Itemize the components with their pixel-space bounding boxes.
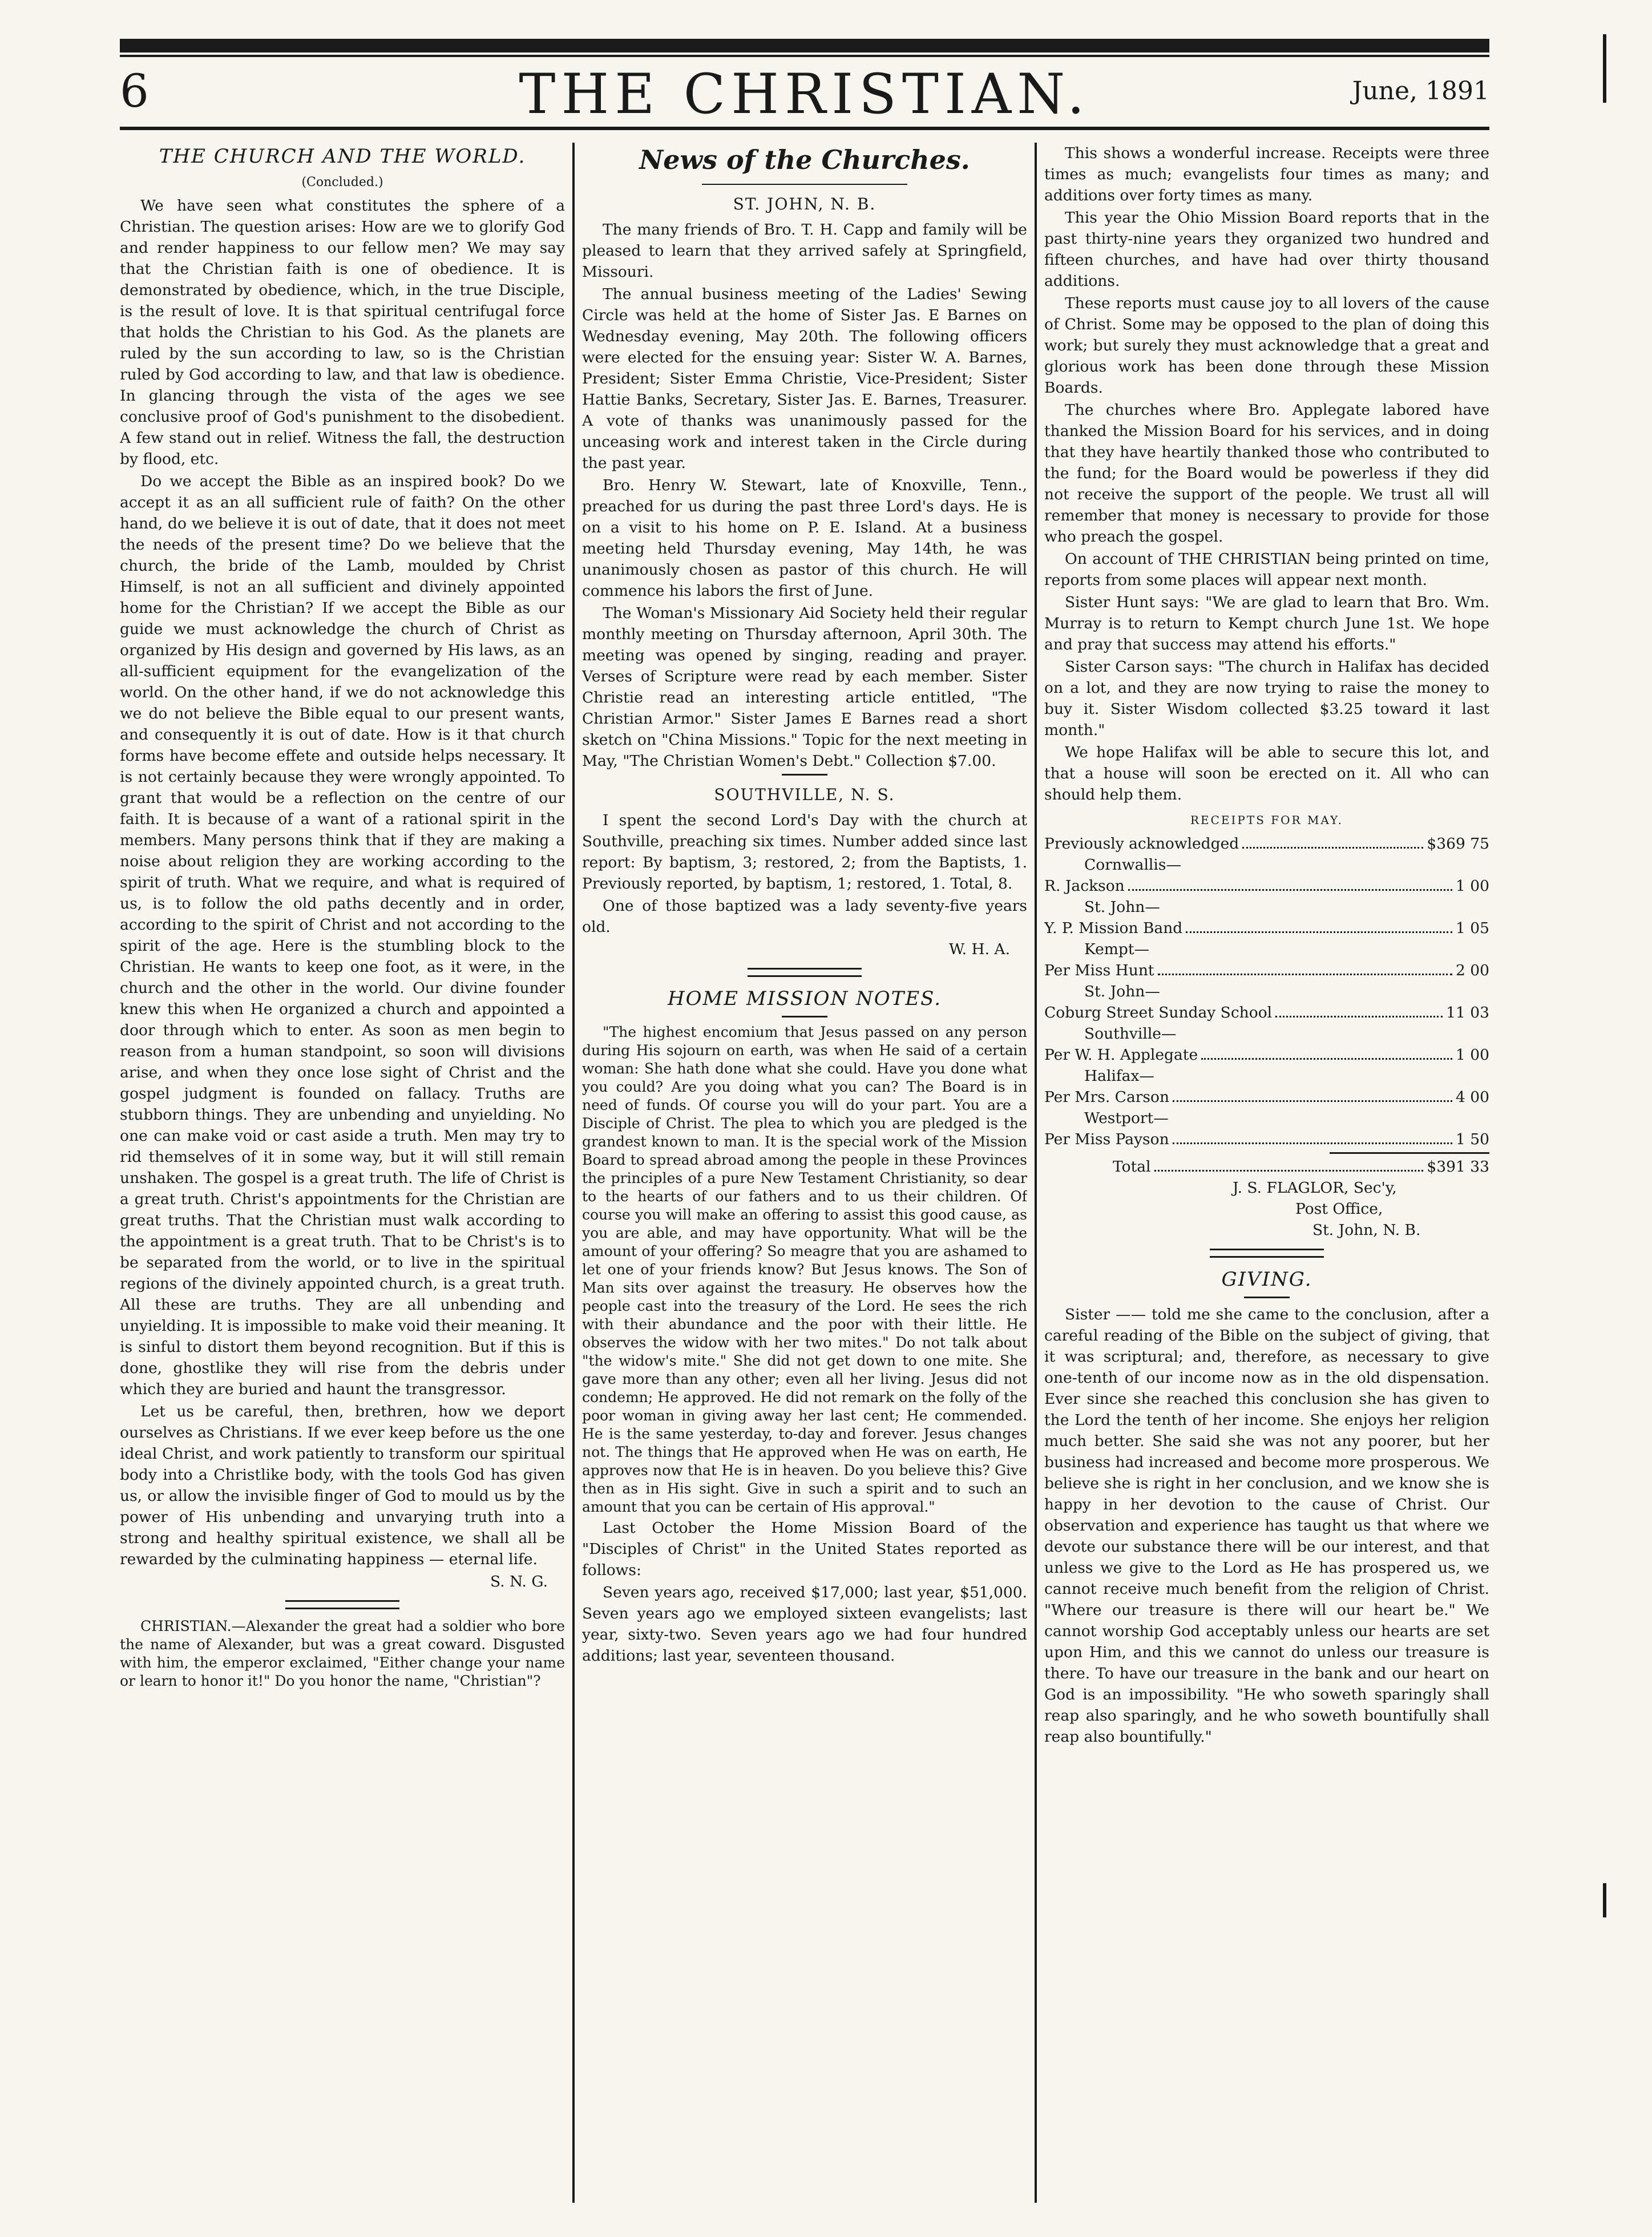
receipt-place: St. John— [1084, 983, 1160, 1000]
receipts-title: RECEIPTS FOR MAY. [1190, 813, 1344, 827]
mission-paragraph: We hope Halifax will be able to secure this lot, and that a house will soon be erected on it. All who can should help them. [1044, 744, 1489, 803]
news-paragraph: One of those baptized was a lady seventy-five years old. [582, 897, 1027, 936]
dateline-st-john: ST. JOHN, N. B. [733, 195, 877, 213]
section-rule [1210, 1249, 1324, 1258]
masthead-top-rule-thin [120, 55, 1489, 57]
section-heading-news-of-churches: News of the Churches. [639, 144, 970, 175]
news-signature: W. H. A. [949, 940, 1010, 958]
mission-paragraph: This shows a wonderful increase. Receipts were three times as much; evangelists four times as many; and additions over forty times as many. [1044, 144, 1489, 204]
article-heading-giving: GIVING. [1221, 1268, 1312, 1291]
mission-quote: "The highest encomium that Jesus passed on any person during His sojourn on earth, was when He said of a certain woman: She hath done what she could. Have you done what you could? Are you doing what you can? The Board is in need of funds. Of course you will do your part. You are a Disciple of Christ. The plea to which you are pledged is the grandest known to man. It is the special work of the Mission Board to spread abroad among the people in these Provinces the principles of a pure New Testament Christianity, so dear to the hearts of our fathers and to us their children. Of course you will make an offering to assist this good cause, as you are able, and may have opportunity. What will be the amount of your offering? So meagre that you are ashamed to let one of your friends know? But Jesus knows. The Son of Man sits over against the treasury. He observes how the people cast into the treasury of the Lord. He sees the rich with their abundance and the poor with their little. He observes the widow with her two mites." Do not talk about "the widow's mite." She did not get down to one mite. She gave more than any other; even all her living. Jesus did not condemn; He approved. He did not remark on the folly of the poor woman in giving away her last cent; He commended. He is the same yesterday, to-day and forever. Jesus changes not. The things that He approved when He was on earth, He approves now that He is in heaven. Do you believe this? Give then as in His sight. Give in such a spirit and to such an amount that you can be certain of His approval." [582, 1024, 1027, 1515]
total-rule [1330, 1152, 1489, 1154]
mission-paragraph: Sister Carson says: "The church in Halifax has decided on a lot, and they are now trying to raise the money to buy it. Sister Wisdom collected $3.25 toward it last month." [1044, 658, 1489, 739]
receipt-row: Per Mrs. Carson 4 00 [1044, 1088, 1489, 1106]
mission-paragraph: Last October the Home Mission Board of the "Disciples of Christ" in the United States reported as follows: [582, 1519, 1027, 1579]
mission-paragraph: These reports must cause joy to all lovers of the cause of Christ. Some may be opposed to the plan of doing this work; but surely they must acknowledge that a great and glorious work has been done through these Mission Boards. [1044, 294, 1489, 397]
dateline-southville: SOUTHVILLE, N. S. [714, 785, 895, 804]
column-1 [120, 143, 565, 2203]
section-rule [782, 774, 827, 776]
news-paragraph: The Woman's Missionary Aid Society held their regular monthly meeting on Thursday afternoon, April 30th. The meeting was opened by singing, reading and prayer. Verses of Scripture were read by each member. Sister Christie read an interesting article entitled, "The Christian Armor." Sister James E Barnes read a short sketch on "China Missions." Topic for the next meeting in May, "The Christian Women's Debt." Collection $7.00. [582, 604, 1027, 770]
column-2 [582, 143, 1027, 2203]
article-paragraph: We have seen what constitutes the sphere of a Christian. The question arises: How are we to glorify God and render happiness to our fellow men? We may say that the Christian faith is one of obedience. It is demonstrated by obedience, which, in the true Disciple, is the result of love. It is that spiritual centrifugal force that holds the Christian to his God. As the planets are ruled by the sun according to law, so is the Christian ruled by God according to law, and that law is obedience. In glancing through the vista of the ages we see conclusive proof of God's punishment to the disobedient. A few stand out in relief. Witness the fall, the destruction by flood, etc. [120, 197, 565, 468]
issue-date: June, 1891 [1352, 76, 1489, 106]
secretary-line: Post Office, [1295, 1200, 1383, 1218]
receipts-table [1044, 833, 1489, 1177]
receipt-place: Halifax— [1084, 1067, 1154, 1085]
receipt-row: Y. P. Mission Band 1 05 [1044, 919, 1489, 937]
receipt-place: Cornwallis— [1084, 856, 1181, 874]
section-rule [782, 1016, 827, 1017]
masthead [120, 63, 1489, 126]
margin-mark [1603, 34, 1606, 103]
christian-note: CHRISTIAN.—Alexander the great had a soldier who bore the name of Alexander, but was a great coward. Disgusted with him, the emperor exclaimed, "Either change your name or learn to honor it!" Do you honor the name, "Christian"? [120, 1618, 565, 1689]
receipt-row: R. Jackson 1 00 [1044, 877, 1489, 895]
mission-paragraph: This year the Ohio Mission Board reports that in the past thirty-nine years they organized two hundred and fifteen churches, and have had over thirty thousand additions. [1044, 209, 1489, 290]
column-divider [1035, 143, 1037, 2203]
news-paragraph: Bro. Henry W. Stewart, late of Knoxville, Tenn., preached for us during the past three Lord's days. He is on a visit to his home on P. E. Island. At a business meeting held Thursday evening, May 14th, he was unanimously chosen as pastor of this church. He will commence his labors the first of June. [582, 477, 1027, 600]
article-paragraph: Let us be careful, then, brethren, how we deport ourselves as Christians. If we ever keep before us the one ideal Christ, and work patiently to transform our spiritual body into a Christlike body, with the tools God has given us, or allow the invisible finger of God to mould us by the power of His unbending and unvarying truth into a strong and healthy spiritual existence, we shall all be rewarded by the culminating happiness — eternal life. [120, 1403, 565, 1568]
mission-paragraph: On account of THE CHRISTIAN being printed on time, reports from some places will appear next month. [1044, 550, 1489, 589]
receipt-row: Previously acknowledged $369 75 [1044, 835, 1489, 853]
giving-paragraph: Sister —— told me she came to the conclusion, after a careful reading of the Bible on the subject of giving, that it was scriptural; and, therefore, as necessary to give one-tenth of our income now as in the old dispensation. Ever since she reached this conclusion she has given to the Lord the tenth of her income. She enjoys her religion much better. She said she was not any poorer, but her business had increased and become more prosperous. We believe she is right in her conclusion, and we know she is happy in her devotion to the cause of Christ. Our observation and experience has taught us that where we devote our substance there will be our interest, and that unless we give to the Lord as He has prospered us, we cannot receive much benefit from the religion of Christ. "Where our treasure is there will our heart be." We cannot worship God acceptably unless our hearts are set upon Him, and this we cannot do unless our treasure is there. To have our treasure in the bank and our heart on God is an impossibility. "He who soweth sparingly shall reap also sparingly, and he who soweth bountifully shall reap also bountifully." [1044, 1306, 1489, 1746]
column-3 [1044, 143, 1489, 2203]
news-paragraph: I spent the second Lord's Day with the church at Southville, preaching six times. Number added since last report: By baptism, 3; restored, 2; from the Baptists, 1. Previously reported, by baptism, 1; restored, 1. Total, 8. [582, 811, 1027, 893]
news-paragraph: The many friends of Bro. T. H. Capp and family will be pleased to learn that they arrived safely at Springfield, Missouri. [582, 221, 1027, 281]
section-rule [748, 968, 862, 977]
column-divider [572, 143, 575, 2203]
receipt-row: Per Miss Hunt 2 00 [1044, 962, 1489, 979]
page-number: 6 [120, 64, 149, 118]
mission-paragraph: Sister Hunt says: "We are glad to learn that Bro. Wm. Murray is to return to Kempt church June 1st. We hope and pray that success may attend his efforts." [1044, 593, 1489, 653]
section-rule [285, 1600, 399, 1609]
section-rule [1244, 1297, 1290, 1298]
receipt-place: Southville— [1084, 1025, 1177, 1043]
secretary-line: J. S. FLAGLOR, Sec'y, [1233, 1179, 1397, 1197]
article-heading-church-and-world: THE CHURCH AND THE WORLD. [159, 145, 526, 168]
article-signature: S. N. G. [490, 1573, 548, 1590]
section-rule [702, 184, 907, 185]
receipt-row: Per W. H. Applegate 1 00 [1044, 1046, 1489, 1064]
newspaper-title: THE CHRISTIAN. [519, 62, 1090, 126]
receipt-place: St. John— [1084, 898, 1160, 916]
receipt-place: Westport— [1084, 1109, 1169, 1127]
secretary-line: St. John, N. B. [1312, 1221, 1421, 1239]
receipt-row: Coburg Street Sunday School 11 03 [1044, 1004, 1489, 1021]
margin-mark [1603, 1883, 1606, 1917]
article-heading-home-mission-notes: HOME MISSION NOTES. [667, 987, 942, 1010]
receipt-total: Total $391 33 [1113, 1158, 1489, 1176]
news-paragraph: The annual business meeting of the Ladies' Sewing Circle was held at the home of Sister Jas. E Barnes on Wednesday evening, May 20th. The following officers were elected for the ensuing year: Sister W. A. Barnes, President; Sister Emma Christie, Vice-President; Sister Hattie Banks, Secretary, Sister Jas. E. Barnes, Treasurer. A vote of thanks was unanimously passed for the unceasing work and interest taken in the Circle during the past year. [582, 285, 1027, 472]
masthead-top-rule [120, 39, 1489, 53]
receipt-place: Kempt— [1084, 940, 1150, 958]
masthead-bottom-rule [120, 127, 1489, 130]
receipt-row: Per Miss Payson 1 50 [1044, 1130, 1489, 1148]
mission-paragraph: The churches where Bro. Applegate labored have thanked the Mission Board for his services, and in doing that they have heartily thanked those who contributed to the fund; for the Board would be powerless if they did not receive the support of the people. We trust all will remember that money is necessary to provide for those who preach the gospel. [1044, 401, 1489, 546]
article-paragraph: Do we accept the Bible as an inspired book? Do we accept it as an all sufficient rule of faith? On the other hand, do we believe it is out of date, that it does not meet the needs of the present time? Do we believe that the church, the bride of the Lamb, moulded by Christ Himself, is not an all sufficient and divinely appointed home for the Christian? If we accept the Bible as our guide we must acknowledge the church of Christ as organized by His design and governed by His laws, as an all-sufficient equipment for the evangelization of the world. On the other hand, if we do not acknowledge this we do not believe the Bible equal to our present wants, and consequently it is out of date. How is it that church forms have become effete and outside helps necessary. It is not certainly because they were wrongly appointed. To grant that would be a reflection on the centre of our faith. It is because of a want of a rational spirit in the members. Many persons think that if they are making a noise about religion they are working according to the spirit of truth. What we require, and what is required of us, is to follow the old paths decently and in order, according to the spirit of Christ and not according to the spirit of the age. Here is the stumbling block to the Christian. He wants to keep one foot, as it were, in the church and the other in the world. Our divine founder knew this when He organized a church and appointed a door through which to enter. As soon as men begin to reason from a human standpoint, so soon will divisions arise, and when they once lose sight of Christ and the gospel judgment is founded on fallacy. Truths are stubborn things. They are unbending and unyielding. No one can make void or cast aside a truth. Men may try to rid themselves of it in some way, but it will still remain unshaken. The gospel is a great truth. The life of Christ is a great truth. Christ's appointments for the Christian are great truths. That the Christian must walk according to the appointment is a great truth. That to be Christ's is to be separated from the world, or to live in the spiritual regions of the divinely appointed church, is a great truth. All these are truths. They are all unbending and unyielding. It is impossible to make void their meaning. It is sinful to distort them beyond recognition. But if this is done, ghostlike they will rise from the debris under which they are buried and haunt the transgressor. [120, 473, 565, 1398]
article-subheading: (Concluded.) [301, 175, 383, 189]
mission-paragraph: Seven years ago, received $17,000; last year, $51,000. Seven years ago we employed sixteen evangelists; last year, sixty-two. Seven years ago we had four hundred additions; last year, seventeen thousand. [582, 1584, 1027, 1665]
